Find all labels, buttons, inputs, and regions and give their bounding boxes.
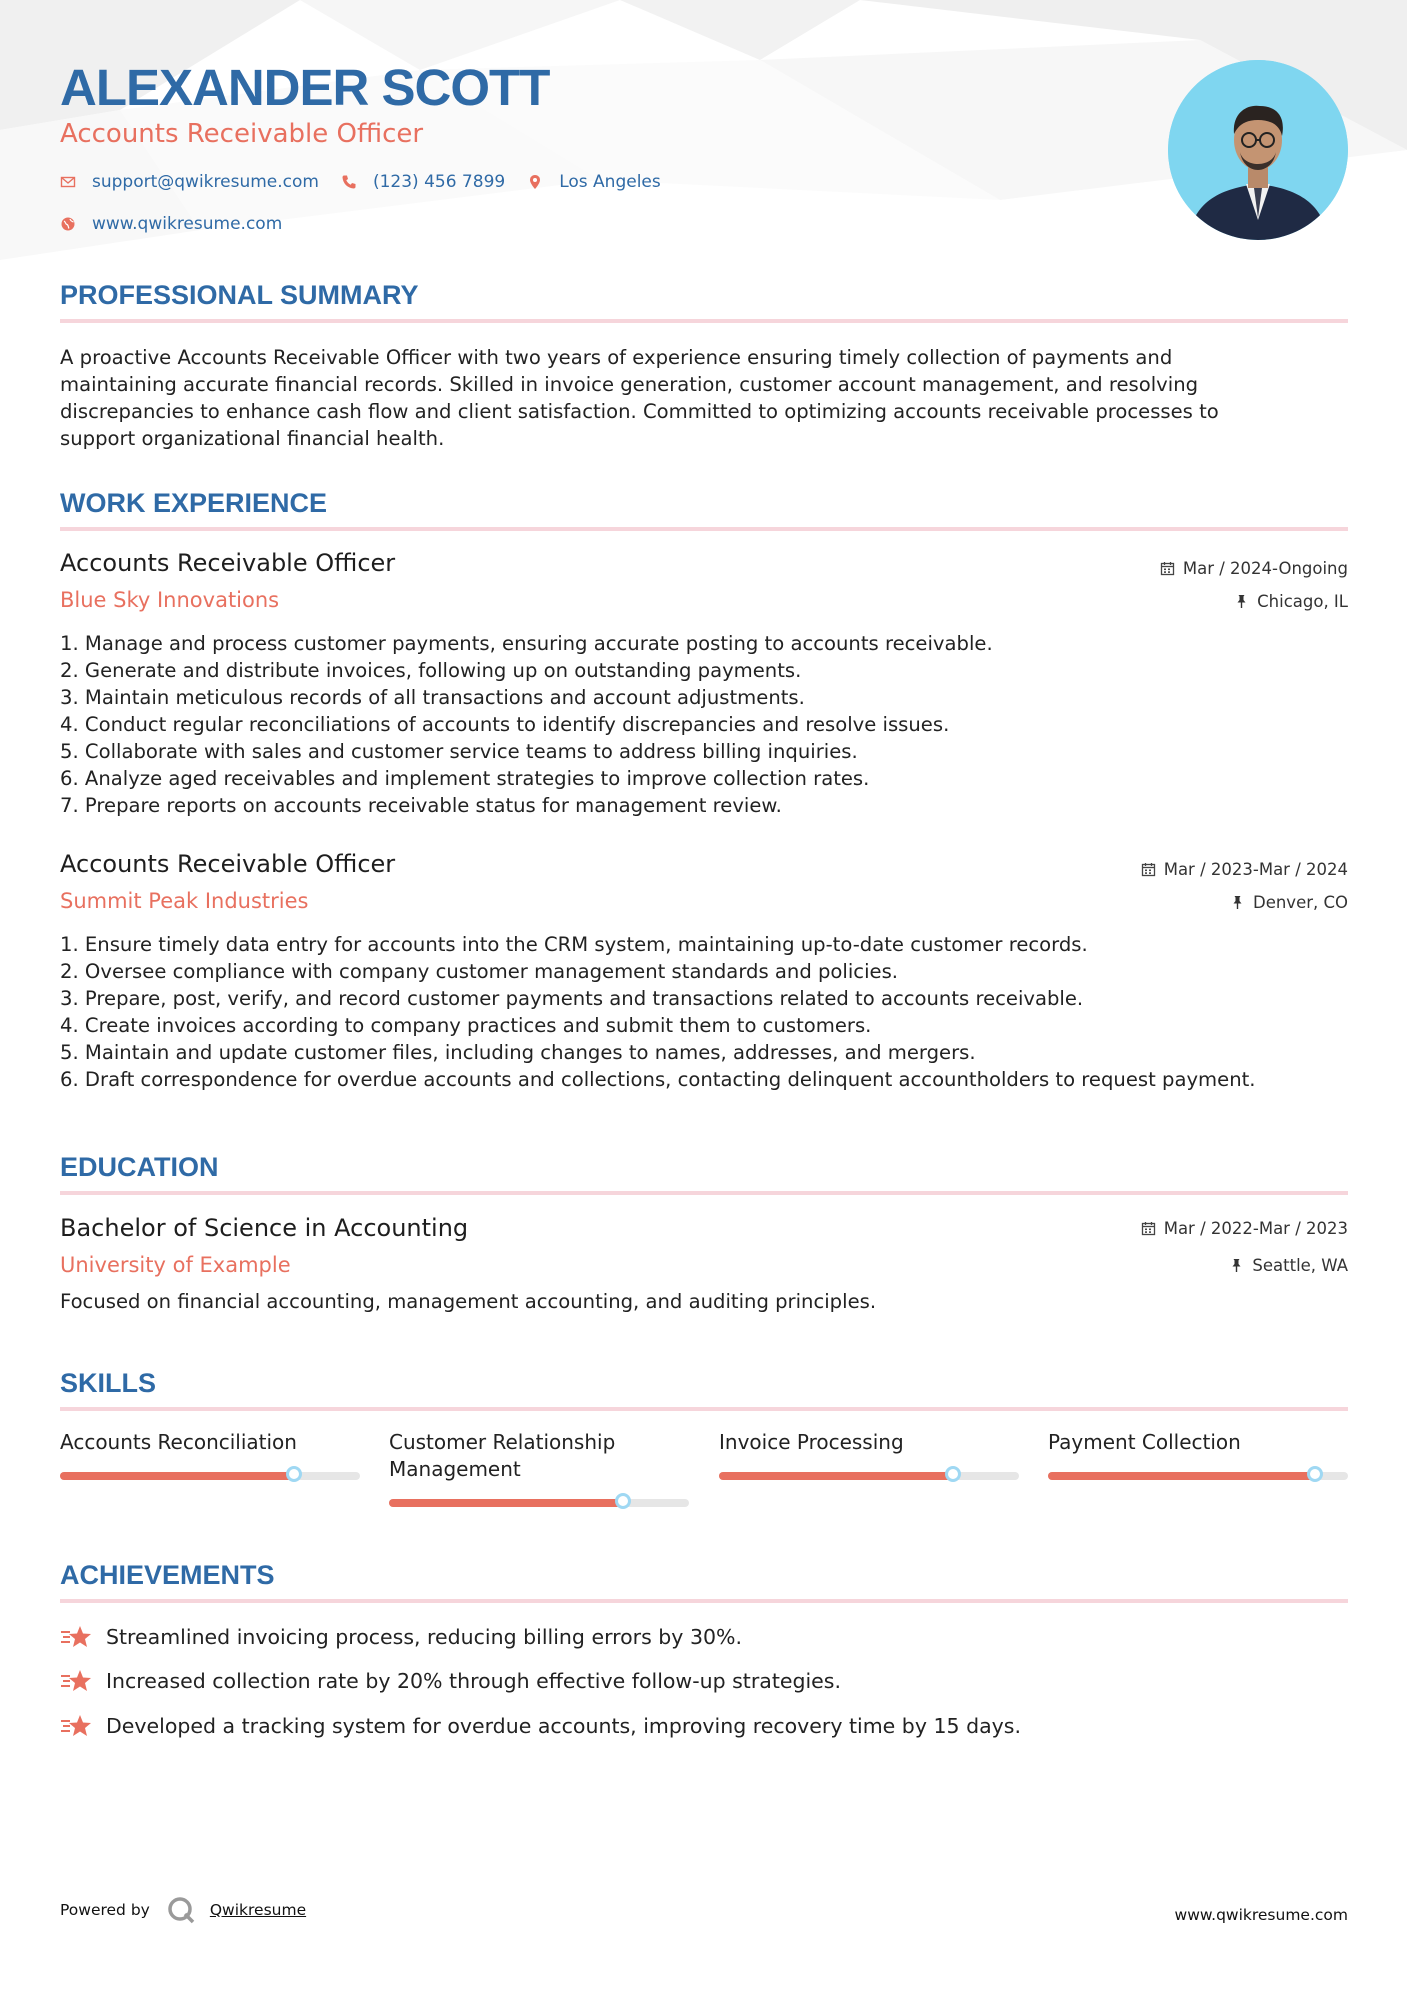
list-item: 3. Prepare, post, verify, and record customer payments and transactions related to accounts receivable. [60,987,1084,1010]
skill-name: Invoice Processing [719,1430,904,1454]
summary-text [60,344,1348,452]
skill-name: Customer Relationship [389,1430,616,1454]
job-date-text: Mar / 2023-Mar / 2024 [1163,860,1348,879]
contact-row-secondary [60,214,304,234]
section-divider [60,1407,1348,1411]
list-item: 2. Generate and distribute invoices, following up on outstanding payments. [60,659,802,682]
job-location-text: Chicago, IL [1257,592,1348,611]
skills-heading: SKILLS [60,1368,157,1398]
contact-phone[interactable] [341,172,505,192]
skill-item [389,1429,689,1507]
job-bullets [60,630,1360,819]
calendar-icon [1160,561,1175,576]
section-divider [60,1191,1348,1195]
job-title: Accounts Receivable Officer [60,850,396,878]
summary-line: discrepancies to enhance cash flow and client satisfaction. Committed to optimizing accounts receivable processes to [60,400,1219,423]
section-divider [60,319,1348,323]
skill-bar [389,1499,689,1507]
skill-name: Payment Collection [1048,1430,1241,1454]
profile-photo [1168,60,1348,240]
summary-line: A proactive Accounts Receivable Officer with two years of experience ensuring timely collection of payments and [60,346,1173,369]
phone-icon [341,174,357,190]
job-company: Blue Sky Innovations [60,588,280,612]
calendar-icon [1141,862,1156,877]
powered-by-label: Powered by [60,1901,150,1919]
skill-bar [1048,1472,1348,1480]
job-bullets [60,931,1360,1093]
achievement-text: Streamlined invoicing process, reducing billing errors by 30%. [106,1625,743,1649]
job-location [1230,893,1348,912]
education-location-text: Seattle, WA [1252,1256,1348,1275]
candidate-name: ALEXANDER SCOTT [60,59,550,116]
school-name: University of Example [60,1253,291,1277]
list-item: 5. Maintain and update customer files, including changes to names, addresses, and mergers. [60,1041,976,1064]
achievements-heading: ACHIEVEMENTS [60,1560,275,1590]
education-location [1229,1256,1348,1275]
job-location-text: Denver, CO [1252,893,1348,912]
education-date [1141,1219,1348,1238]
contact-location [527,172,661,192]
contact-website[interactable] [60,214,282,234]
achievements-section [60,1560,1348,1603]
envelope-icon [60,174,76,190]
skills-section [60,1368,1348,1411]
job-location [1234,592,1348,611]
map-pin-icon [527,174,543,190]
calendar-icon [1141,1221,1156,1236]
skill-name-continued: Management [389,1457,521,1481]
summary-section [60,280,1348,323]
experience-heading: WORK EXPERIENCE [60,488,328,518]
footer-powered-by [60,1895,306,1925]
contact-row-primary [60,172,683,192]
list-item: 2. Oversee compliance with company customer management standards and policies. [60,960,899,983]
skill-bar-fill [389,1499,623,1507]
skill-item [719,1429,1019,1480]
achievement-text: Increased collection rate by 20% through effective follow-up strategies. [106,1669,841,1693]
pushpin-icon [1234,594,1249,609]
list-item: 6. Draft correspondence for overdue accounts and collections, contacting delinquent accountholders to request payment. [60,1068,1256,1091]
pushpin-icon [1230,895,1245,910]
degree-title: Bachelor of Science in Accounting [60,1214,469,1242]
shooting-star-icon [60,1623,92,1651]
achievement-text: Developed a tracking system for overdue accounts, improving recovery time by 15 days. [106,1714,1021,1738]
job-date [1141,860,1348,879]
achievement-item [60,1712,1021,1740]
phone-text[interactable]: (123) 456 7899 [372,172,506,192]
list-item: 3. Maintain meticulous records of all transactions and account adjustments. [60,686,805,709]
achievement-item [60,1667,841,1695]
education-date-text: Mar / 2022-Mar / 2023 [1163,1219,1348,1238]
qwikresume-logo-icon [166,1895,196,1925]
list-item: 7. Prepare reports on accounts receivable status for management review. [60,794,782,817]
job-title: Accounts Receivable Officer [60,549,396,577]
website-text[interactable]: www.qwikresume.com [92,214,283,234]
list-item: 5. Collaborate with sales and customer service teams to address billing inquiries. [60,740,858,763]
skill-item [1048,1429,1348,1480]
skill-bar-fill [60,1472,294,1480]
skill-bar-knob [615,1493,631,1509]
skill-bar-knob [945,1466,961,1482]
brand-link[interactable]: Qwikresume [209,1901,307,1919]
skill-bar-fill [719,1472,953,1480]
skill-bar-knob [1307,1466,1323,1482]
shooting-star-icon [60,1712,92,1740]
education-description: Focused on financial accounting, management accounting, and auditing principles. [60,1290,877,1313]
skill-bar-fill [1048,1472,1315,1480]
email-text[interactable]: support@qwikresume.com [92,172,319,192]
list-item: 4. Create invoices according to company practices and submit them to customers. [60,1014,872,1037]
section-divider [60,527,1348,531]
skill-item [60,1429,360,1480]
candidate-role: Accounts Receivable Officer [60,119,424,149]
list-item: 6. Analyze aged receivables and implement strategies to improve collection rates. [60,767,870,790]
footer-website[interactable]: www.qwikresume.com [1174,1906,1348,1924]
job-date-text: Mar / 2024-Ongoing [1182,559,1348,578]
shooting-star-icon [60,1667,92,1695]
experience-section [60,488,1348,531]
education-section [60,1152,1348,1195]
achievement-item [60,1623,742,1651]
list-item: 4. Conduct regular reconciliations of accounts to identify discrepancies and resolve issues. [60,713,950,736]
contact-email[interactable] [60,172,319,192]
summary-heading: PROFESSIONAL SUMMARY [60,280,419,310]
skill-name: Accounts Reconciliation [60,1430,297,1454]
list-item: 1. Ensure timely data entry for accounts into the CRM system, maintaining up-to-date customer records. [60,933,1088,956]
education-heading: EDUCATION [60,1152,219,1182]
section-divider [60,1599,1348,1603]
globe-icon [60,216,76,232]
summary-line: maintaining accurate financial records. Skilled in invoice generation, customer account management, and resolving [60,373,1199,396]
skill-bar [60,1472,360,1480]
job-company: Summit Peak Industries [60,889,309,913]
pushpin-icon [1229,1258,1244,1273]
job-date [1160,559,1348,578]
location-text: Los Angeles [559,172,661,192]
skill-bar [719,1472,1019,1480]
skill-bar-knob [286,1466,302,1482]
summary-line: support organizational financial health. [60,427,445,450]
list-item: 1. Manage and process customer payments, ensuring accurate posting to accounts receivable. [60,632,993,655]
